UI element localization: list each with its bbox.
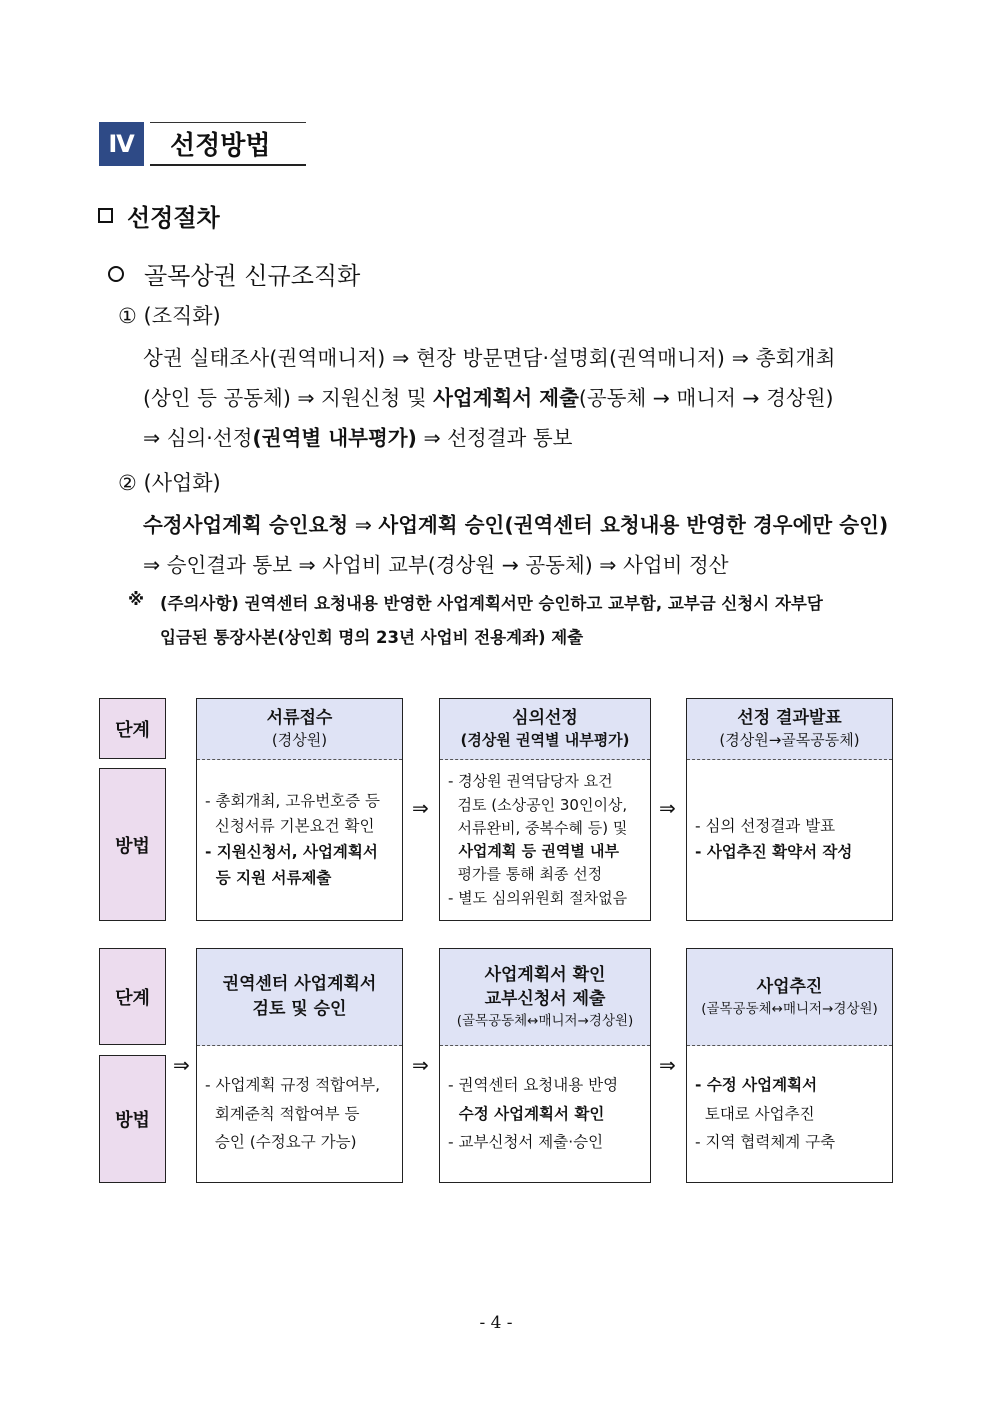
- card-title: 사업추진: [756, 976, 823, 997]
- flow-arrow: ⇒: [173, 1053, 190, 1077]
- step1-line3: [143, 421, 572, 451]
- card-line: 평가를 통해 최종 선정: [448, 865, 603, 884]
- card-body: [687, 760, 892, 920]
- circle-bullet-icon: [108, 266, 124, 282]
- heading-selection-procedure: [98, 198, 220, 233]
- card-title: 사업계획서 확인: [484, 964, 606, 985]
- card-title: 서류접수: [266, 707, 333, 728]
- flow-arrow: ⇒: [659, 1053, 676, 1077]
- heading-organization: [108, 256, 360, 291]
- card-line: - 사업추진 확약서 작성: [695, 843, 853, 861]
- card-line: 수정 사업계획서 확인: [448, 1104, 605, 1123]
- card-subtitle: (경상원 권역별 내부평가): [460, 731, 630, 750]
- step1-line2: [143, 381, 834, 411]
- step2-line1-arrow: ⇒: [348, 513, 379, 537]
- heading2-text: 선정절차: [127, 204, 220, 232]
- note-mark: ※: [128, 590, 145, 609]
- step2-line2: ⇒ 승인결과 통보 ⇒ 사업비 교부(경상원 → 공동체) ⇒ 사업비 정산: [143, 553, 729, 577]
- step2-title: ② (사업화): [118, 471, 221, 495]
- heading3-text: 골목상권 신규조직화: [144, 262, 361, 290]
- card-title: 검토 및 승인: [252, 999, 347, 1019]
- card-header: [687, 949, 892, 1046]
- flow-arrow: ⇒: [412, 796, 429, 820]
- card-line: 검토 (소상공인 30인이상,: [448, 795, 628, 814]
- method-label-row1: 방법: [99, 768, 166, 921]
- card-line: - 수정 사업계획서: [695, 1075, 818, 1094]
- card-title: 교부신청서 제출: [484, 989, 606, 1010]
- card-title: 심의선정: [512, 707, 578, 728]
- flow-card-result-announcement: [686, 698, 893, 921]
- card-body: [197, 760, 402, 920]
- card-line: - 총회개최, 고유번호증 등: [205, 791, 381, 810]
- card-subtitle: (골목공동체↔매니저→경상원): [456, 1012, 634, 1029]
- stage-label-row1: 단계: [99, 698, 166, 759]
- flow-arrow: ⇒: [412, 1053, 429, 1077]
- flow-card-document-receipt: [196, 698, 403, 921]
- card-header: [440, 699, 650, 760]
- card-line: 토대로 사업추진: [695, 1104, 815, 1123]
- card-title: 권역센터 사업계획서: [222, 974, 377, 995]
- card-header: [197, 699, 402, 760]
- card-line: 사업계획 등 권역별 내부: [448, 842, 620, 860]
- step1-line3-part3: ⇒ 선정결과 통보: [416, 426, 573, 450]
- card-line: - 별도 심의위원회 절차없음: [448, 888, 628, 907]
- flow-arrow: ⇒: [659, 796, 676, 820]
- card-line: - 사업계획 규정 적합여부,: [205, 1075, 381, 1094]
- card-body: [440, 1046, 650, 1182]
- card-body: [440, 760, 650, 920]
- card-subtitle: (경상원): [271, 731, 328, 750]
- step1-line3-bold: (권역별 내부평가): [252, 426, 417, 450]
- note-line2: 입금된 통장사본(상인회 명의 23년 사업비 전용계좌) 제출: [160, 628, 584, 647]
- card-line: - 지원신청서, 사업계획서: [205, 843, 378, 861]
- card-header: [440, 949, 650, 1046]
- card-title: 선정 결과발표: [737, 707, 842, 728]
- step1-line2-part3: (공동체 → 매니저 → 경상원): [578, 386, 834, 410]
- step1-line2-part1: (상인 등 공동체) ⇒ 지원신청 및: [143, 386, 434, 410]
- card-line: 등 지원 서류제출: [205, 868, 332, 887]
- card-header: [687, 699, 892, 760]
- card-line: - 심의 선정결과 발표: [695, 817, 836, 836]
- note-line1: (주의사항) 권역센터 요청내용 반영한 사업계획서만 승인하고 교부함, 교부금 신청시 자부담: [160, 594, 823, 613]
- card-line: - 교부신청서 제출·승인: [448, 1133, 604, 1152]
- step1-title: ① (조직화): [118, 304, 221, 328]
- method-label-row2: 방법: [99, 1055, 166, 1183]
- checkbox-square-icon: [98, 208, 113, 223]
- step1-line2-bold: 사업계획서 제출: [433, 386, 579, 410]
- step1-line1: 상권 실태조사(권역매니저) ⇒ 현장 방문면담·설명회(권역매니저) ⇒ 총회개최: [143, 346, 836, 370]
- card-line: 회계준칙 적합여부 등: [205, 1104, 360, 1123]
- step1-line3-part1: ⇒ 심의·선정: [143, 426, 253, 450]
- card-line: 신청서류 기본요건 확인: [205, 817, 375, 836]
- flow-card-business-execution: [686, 948, 893, 1183]
- step2-line1-bold2: 사업계획 승인(권역센터 요청내용 반영한 경우에만 승인): [378, 513, 889, 537]
- card-subtitle: (골목공동체↔매니저→경상원): [701, 1000, 878, 1017]
- flow-card-plan-approval: [196, 948, 403, 1183]
- step2-line1-bold1: 수정사업계획 승인요청: [143, 513, 349, 537]
- card-header: [197, 949, 402, 1046]
- page-number: - 4 -: [479, 1313, 513, 1333]
- card-subtitle: (경상원→골목공동체): [719, 731, 860, 750]
- step2-line1: [143, 508, 888, 538]
- card-body: [197, 1046, 402, 1182]
- card-line: 승인 (수정요구 가능): [205, 1133, 357, 1152]
- card-line: - 지역 협력체계 구축: [695, 1133, 836, 1152]
- card-line: - 경상원 권역담당자 요건: [448, 772, 613, 791]
- card-line: - 권역센터 요청내용 반영: [448, 1075, 619, 1094]
- card-line: 서류완비, 중복수혜 등) 및: [448, 818, 628, 837]
- card-body: [687, 1046, 892, 1182]
- stage-label-row2: 단계: [99, 948, 166, 1045]
- flow-card-review-selection: [439, 698, 651, 921]
- section-title: 선정방법: [150, 122, 306, 166]
- flow-card-grant-application: [439, 948, 651, 1183]
- section-number: Ⅳ: [99, 122, 144, 166]
